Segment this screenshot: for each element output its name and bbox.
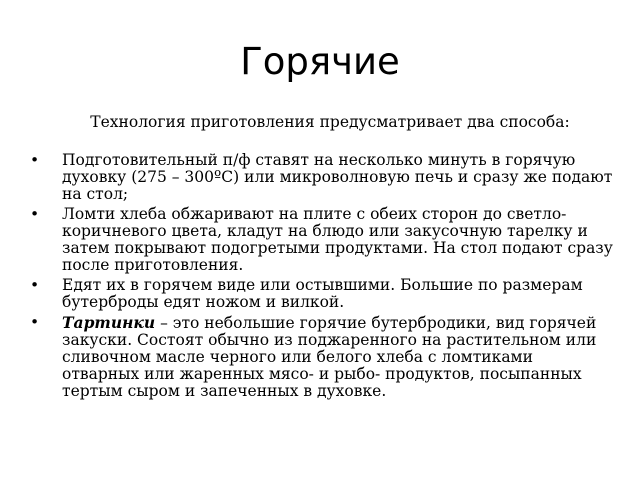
bullet-icon: •: [30, 313, 40, 331]
bullet-icon: •: [30, 151, 40, 169]
bullet-text: Ломти хлеба обжаривают на плите с обеих сторон до светло-коричневого цвета, кладут на блюдо или закусочную тарелку и затем покрывают подогретыми продуктами. На стол подают сразу после приготовления.: [62, 205, 613, 274]
bullet-text: Подготовительный п/ф ставят на несколько минуть в горячую духовку (275 – 300ºС) или микроволновую печь и сразу же подают на стол;: [62, 151, 613, 203]
term-tartinki: Тартинки: [62, 313, 156, 332]
bullet-text: – это небольшие горячие бутербродики, вид горячей закуски. Состоят обычно из поджаренного на растительном или сливочном масле черного или белого хлеба с ломтиками отварных или жаренных мясо- и рыбо- продуктов, посыпанных тертым сыром и запеченных в духовке.: [62, 314, 597, 400]
bullet-text: Едят их в горячем виде или остывшими. Большие по размерам бутерброды едят ножом и вилкой.: [62, 276, 583, 311]
list-item: [30, 277, 615, 311]
slide-title: Горячие: [240, 40, 400, 83]
list-item: [30, 206, 615, 274]
list-item: [30, 152, 615, 203]
bullet-list: [30, 152, 615, 403]
list-item: [30, 314, 615, 400]
intro-text: Технология приготовления предусматривает два способа:: [90, 113, 570, 131]
bullet-icon: •: [30, 276, 40, 294]
bullet-icon: •: [30, 205, 40, 223]
